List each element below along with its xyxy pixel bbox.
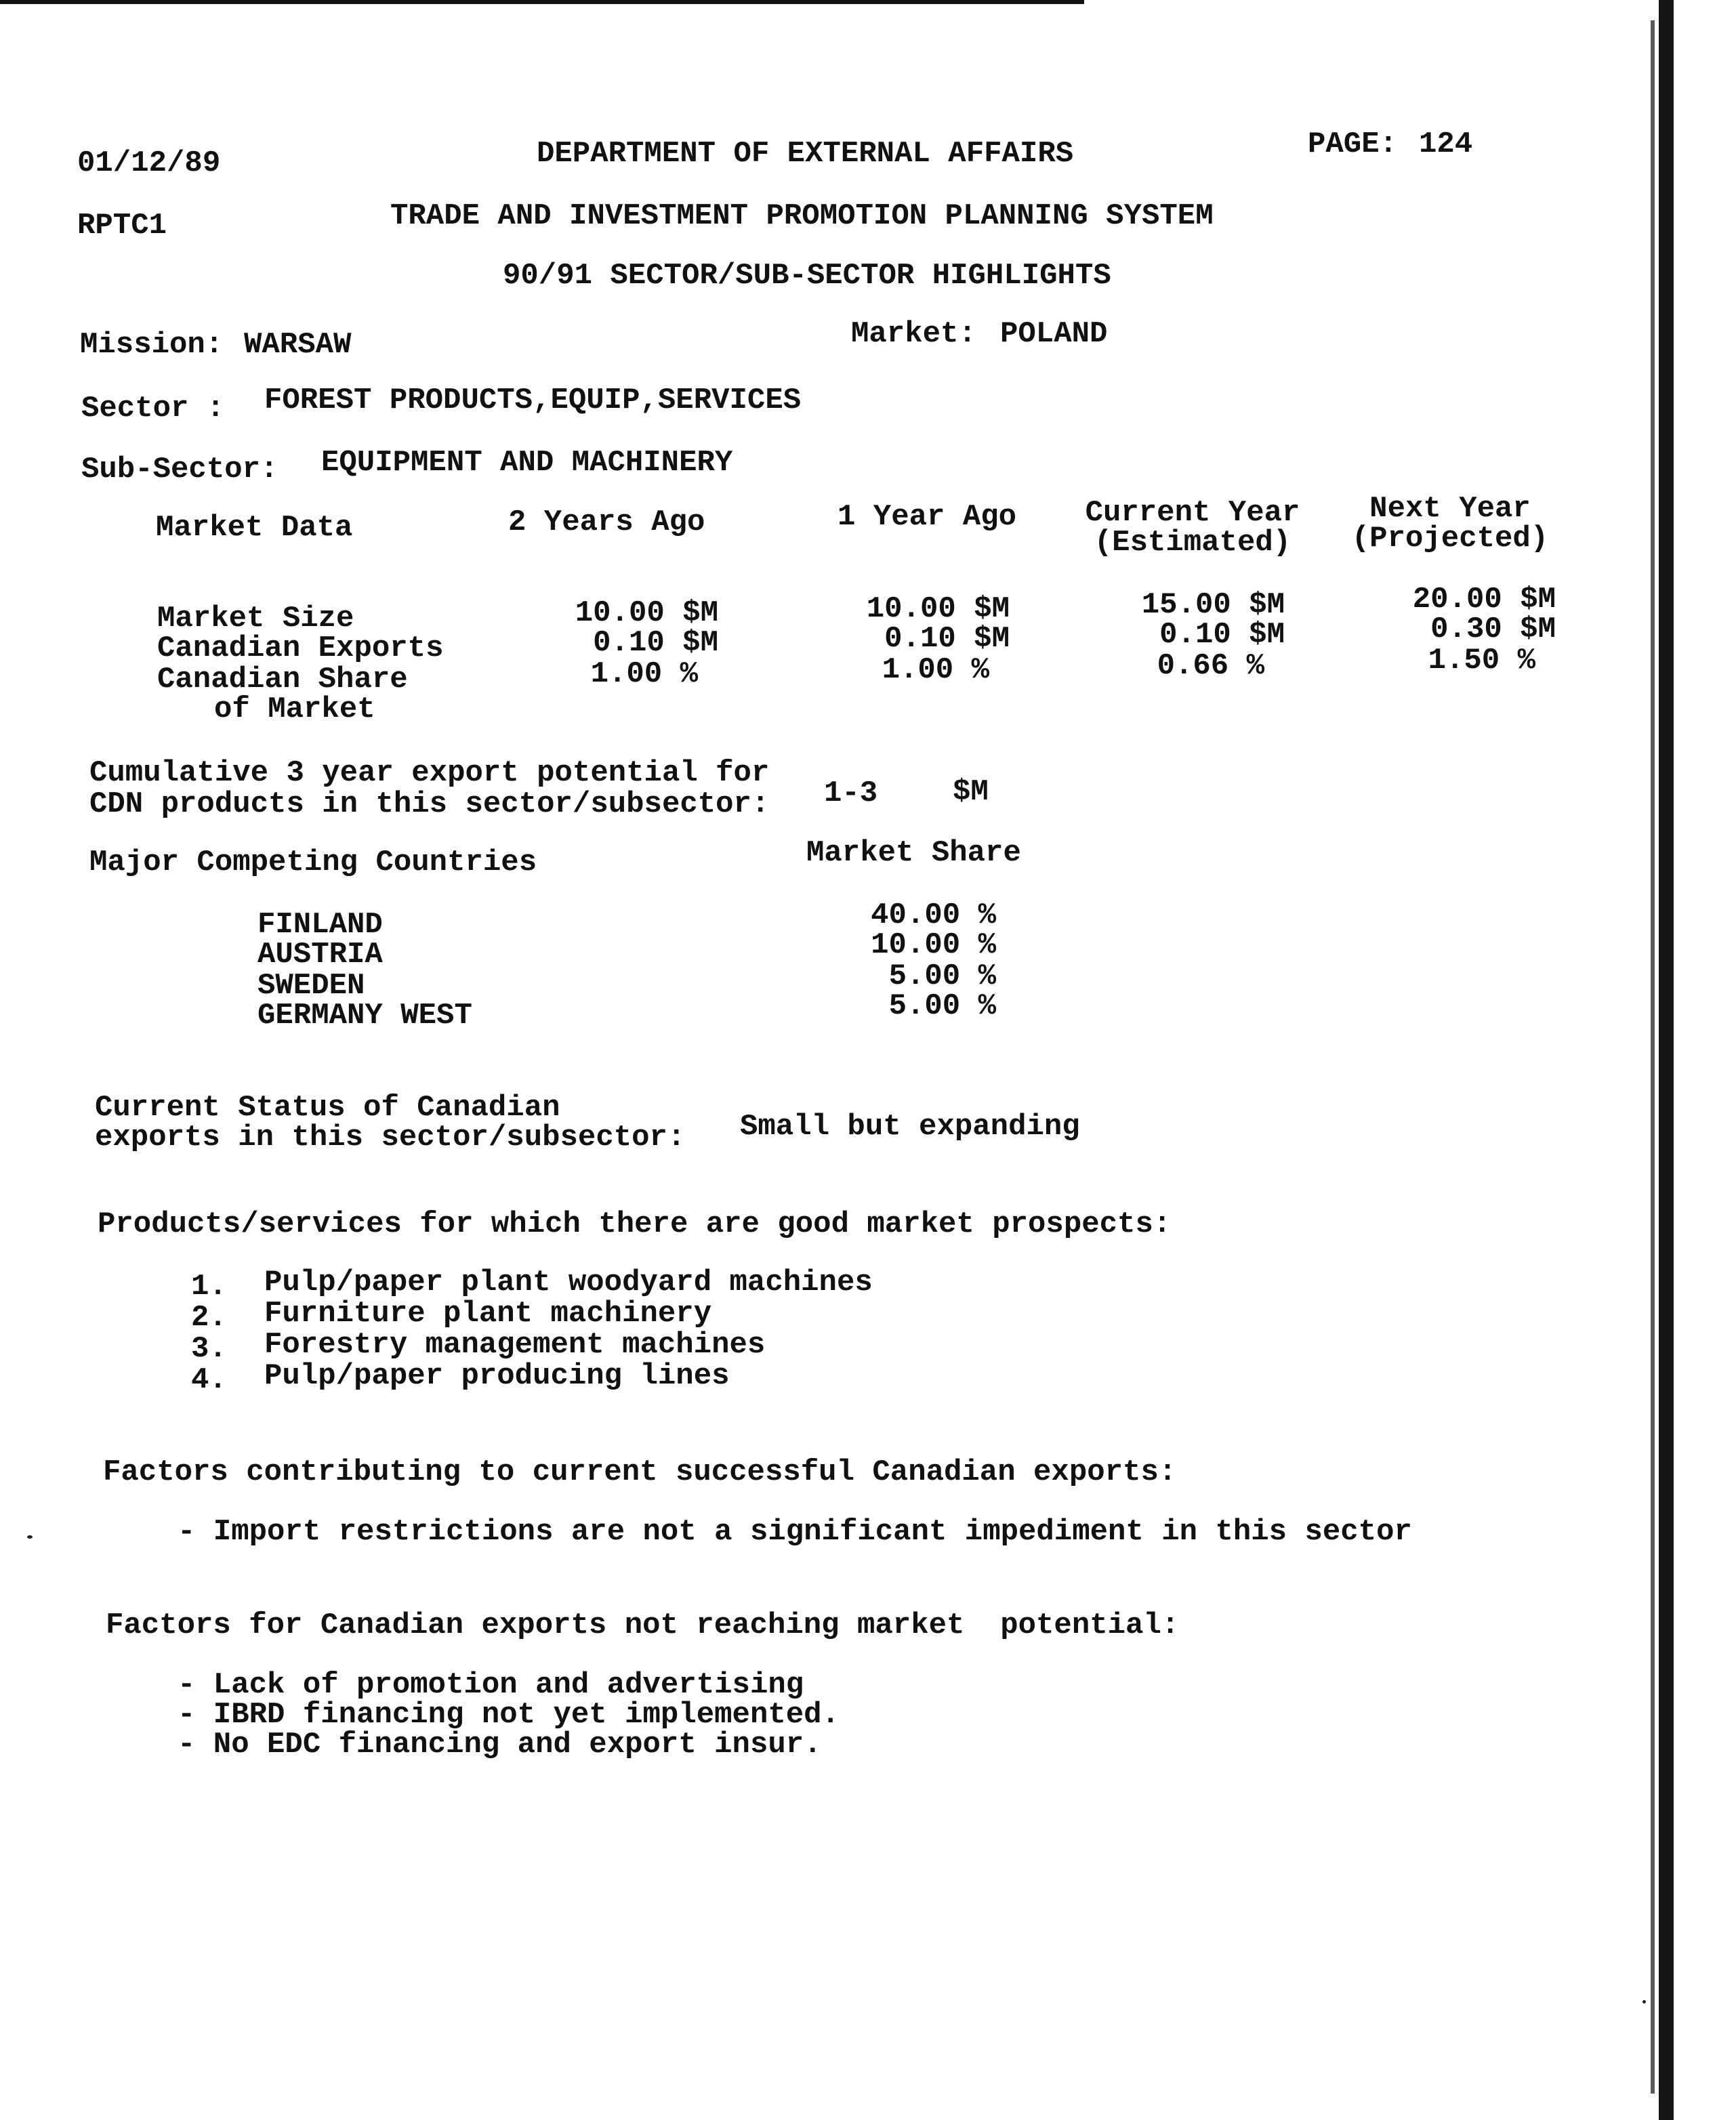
cell-exports-ny: 0.30 $M (1430, 612, 1556, 646)
competitor-share: 40.00 % (871, 898, 996, 932)
competitor-country: GERMANY WEST (257, 999, 472, 1033)
barrier-factor-item: - No EDC financing and export insur. (178, 1728, 822, 1762)
col-2-years-ago: 2 Years Ago (508, 505, 705, 539)
scan-right-edge (1659, 0, 1674, 2120)
cumulative-unit: $M (953, 775, 989, 809)
cell-share-cy: 0.66 % (1157, 649, 1264, 683)
report-date: 01/12/89 (77, 146, 221, 180)
page-number: 124 (1419, 127, 1473, 161)
status-line1: Current Status of Canadian (95, 1091, 560, 1125)
cell-market-size-cy: 15.00 $M (1141, 588, 1285, 622)
mission-label: Mission: (80, 328, 224, 362)
report-subtitle: 90/91 SECTOR/SUB-SECTOR HIGHLIGHTS (503, 259, 1111, 293)
system-title: TRADE AND INVESTMENT PROMOTION PLANNING SYSTEM (390, 199, 1214, 233)
report-code: RPTC1 (77, 209, 167, 243)
success-factors-header: Factors contributing to current successful Canadian exports: (103, 1455, 1177, 1489)
barrier-factors-header: Factors for Canadian exports not reaching market potential: (106, 1608, 1180, 1642)
cell-share-1y: 1.00 % (882, 653, 989, 687)
scan-speck (1642, 2000, 1646, 2003)
prospect-item: Furniture plant machinery (264, 1297, 712, 1331)
scan-top-edge (0, 0, 1084, 4)
cell-exports-cy: 0.10 $M (1159, 618, 1285, 652)
cell-exports-1y: 0.10 $M (884, 622, 1010, 656)
col-1-year-ago: 1 Year Ago (838, 500, 1017, 534)
page-label: PAGE: (1308, 127, 1398, 161)
prospect-number: 3. (191, 1332, 227, 1366)
status-value: Small but expanding (740, 1110, 1080, 1144)
competitor-share: 5.00 % (888, 959, 996, 993)
competitor-share: 10.00 % (871, 928, 996, 962)
competitor-country: FINLAND (257, 908, 383, 942)
mission-value: WARSAW (244, 328, 352, 362)
cumulative-range: 1-3 (824, 776, 878, 810)
cell-market-size-1y: 10.00 $M (866, 592, 1010, 626)
barrier-factor-item: - Lack of promotion and advertising (178, 1668, 804, 1702)
market-label: Market: (851, 317, 976, 351)
cell-share-2y: 1.00 % (590, 657, 698, 691)
prospect-item: Pulp/paper producing lines (264, 1359, 730, 1393)
cell-share-ny: 1.50 % (1428, 644, 1535, 678)
sub-sector-label: Sub-Sector: (81, 453, 278, 486)
department-title: DEPARTMENT OF EXTERNAL AFFAIRS (537, 137, 1074, 171)
prospect-number: 4. (191, 1363, 227, 1397)
market-share-header: Market Share (806, 836, 1021, 870)
cell-exports-2y: 0.10 $M (593, 626, 718, 660)
competitors-header: Major Competing Countries (89, 846, 537, 879)
prospect-number: 1. (191, 1270, 227, 1304)
col-next-year-sub: (Projected) (1351, 522, 1549, 556)
sub-sector-value: EQUIPMENT AND MACHINERY (321, 446, 733, 480)
prospect-item: Forestry management machines (264, 1328, 766, 1362)
scan-speck (27, 1535, 33, 1539)
success-factor-item: - Import restrictions are not a significant impediment in this sector (178, 1515, 1412, 1549)
sector-label: Sector : (81, 392, 225, 425)
cell-market-size-ny: 20.00 $M (1412, 583, 1556, 617)
cell-market-size-2y: 10.00 $M (575, 596, 718, 630)
competitor-country: SWEDEN (257, 969, 365, 1003)
col-market-data: Market Data (156, 511, 353, 545)
row-label-of-market: of Market (214, 692, 375, 726)
market-value: POLAND (1000, 317, 1108, 351)
prospect-item: Pulp/paper plant woodyard machines (264, 1266, 873, 1300)
col-next-year: Next Year (1369, 492, 1531, 526)
prospects-header: Products/services for which there are good market prospects: (98, 1207, 1172, 1241)
cumulative-line2: CDN products in this sector/subsector: (89, 787, 770, 821)
col-current-year: Current Year (1085, 496, 1300, 530)
cumulative-line1: Cumulative 3 year export potential for (89, 756, 770, 790)
status-line2: exports in this sector/subsector: (95, 1121, 686, 1155)
col-current-year-sub: (Estimated) (1094, 526, 1291, 560)
row-label-canadian-exports: Canadian Exports (157, 631, 444, 665)
row-label-market-size: Market Size (157, 602, 354, 636)
barrier-factor-item: - IBRD financing not yet implemented. (178, 1698, 840, 1732)
scan-right-edge-shadow (1651, 20, 1655, 2094)
row-label-canadian-share: Canadian Share (157, 663, 408, 697)
prospect-number: 2. (191, 1301, 227, 1335)
competitor-share: 5.00 % (888, 989, 996, 1023)
competitor-country: AUSTRIA (257, 938, 383, 972)
sector-value: FOREST PRODUCTS,EQUIP,SERVICES (264, 383, 802, 417)
